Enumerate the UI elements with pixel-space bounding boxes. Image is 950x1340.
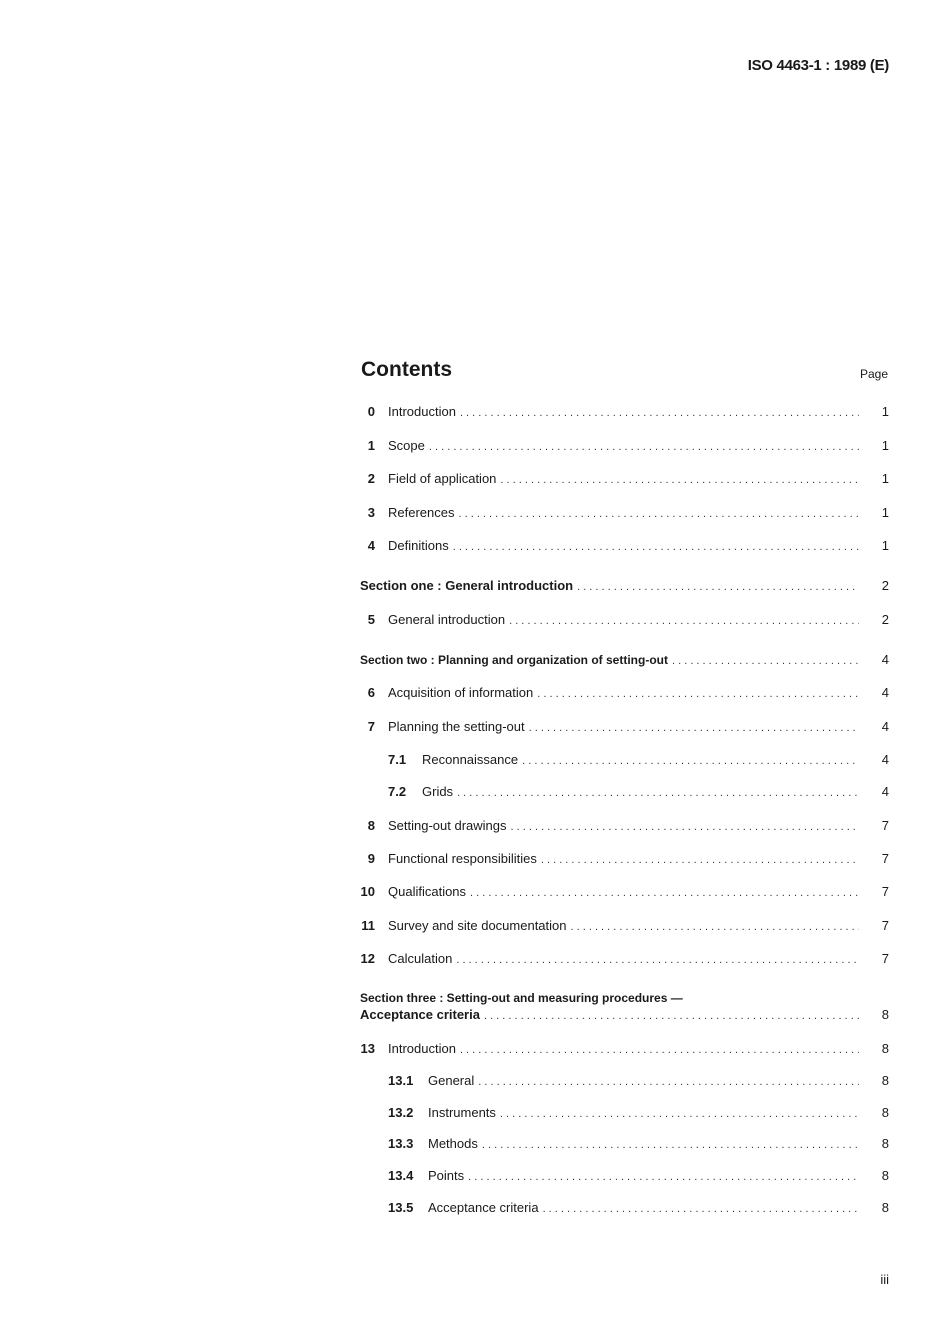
toc-label: General introduction — [388, 612, 506, 627]
toc-label: References — [388, 505, 455, 520]
toc-number: 13.3 — [388, 1136, 414, 1151]
toc-label: Methods — [428, 1136, 478, 1151]
toc-entry-13-1[interactable] — [360, 1073, 890, 1093]
toc-page: 7 — [881, 918, 889, 933]
dot-leader — [543, 1203, 859, 1215]
toc-page: 1 — [881, 471, 889, 486]
toc-number: 1 — [367, 438, 375, 453]
toc-label: Grids — [422, 784, 454, 799]
dot-leader — [511, 821, 859, 833]
toc-page: 4 — [881, 719, 889, 734]
toc-entry-10[interactable] — [360, 884, 890, 904]
toc-number: 9 — [367, 851, 375, 866]
toc-page: 4 — [881, 685, 889, 700]
toc-label: Scope — [388, 438, 425, 453]
toc-label: Introduction — [388, 1041, 456, 1056]
toc-page: 7 — [881, 818, 889, 833]
toc-entry-13-5[interactable] — [360, 1200, 890, 1220]
toc-number: 11 — [361, 918, 375, 933]
dot-leader — [453, 541, 859, 553]
toc-number: 5 — [367, 612, 375, 627]
toc-page: 1 — [881, 438, 889, 453]
toc-entry-2[interactable] — [360, 471, 890, 491]
toc-number: 13.2 — [388, 1105, 414, 1120]
toc-number: 3 — [367, 505, 375, 520]
toc-page: 8 — [881, 1105, 889, 1120]
toc-label: Points — [428, 1168, 465, 1183]
dot-leader — [522, 755, 859, 767]
contents-heading-row — [360, 358, 890, 394]
toc-entry-9[interactable] — [360, 851, 890, 871]
table-of-contents — [360, 358, 890, 1215]
toc-section-three[interactable] — [360, 1007, 890, 1027]
toc-number: 13 — [360, 1041, 375, 1056]
toc-number: 10 — [360, 884, 375, 899]
dot-leader — [470, 887, 859, 899]
toc-page: 8 — [881, 1136, 889, 1151]
toc-entry-6[interactable] — [360, 685, 890, 705]
toc-page: 8 — [881, 1168, 889, 1183]
toc-number: 13.1 — [388, 1073, 414, 1088]
toc-number: 7 — [367, 719, 375, 734]
toc-entry-4[interactable] — [360, 538, 890, 558]
toc-page: 4 — [881, 784, 889, 799]
toc-page: 8 — [881, 1073, 889, 1088]
toc-page: 7 — [881, 884, 889, 899]
toc-page: 8 — [881, 1007, 889, 1022]
toc-label: Setting-out drawings — [388, 818, 507, 833]
toc-number: 7.2 — [388, 784, 407, 799]
toc-page: 2 — [881, 578, 889, 593]
contents-title: Contents — [361, 358, 452, 381]
toc-entry-13-2[interactable] — [360, 1105, 890, 1125]
toc-page: 2 — [881, 612, 889, 627]
toc-label: Definitions — [388, 538, 449, 553]
dot-leader — [457, 787, 859, 799]
dot-leader — [571, 921, 860, 933]
toc-number: 7.1 — [388, 752, 407, 767]
toc-page: 1 — [881, 404, 889, 419]
toc-entry-13-4[interactable] — [360, 1168, 890, 1188]
dot-leader — [484, 1010, 859, 1022]
toc-page: 1 — [881, 505, 889, 520]
toc-section-label: Section two : Planning and organization of setting-out — [360, 653, 668, 667]
dot-leader — [541, 854, 859, 866]
toc-label: General — [428, 1073, 475, 1088]
dot-leader — [672, 655, 859, 667]
toc-entry-5[interactable] — [360, 612, 890, 632]
toc-entry-13[interactable] — [360, 1041, 890, 1061]
toc-number: 6 — [367, 685, 375, 700]
toc-page: 4 — [881, 652, 889, 667]
toc-page: 1 — [881, 538, 889, 553]
dot-leader — [460, 1044, 859, 1056]
toc-section-two[interactable] — [360, 652, 890, 672]
toc-page: 8 — [881, 1200, 889, 1215]
dot-leader — [529, 722, 859, 734]
toc-entry-13-3[interactable] — [360, 1136, 890, 1156]
toc-label: Acceptance criteria — [428, 1200, 539, 1215]
toc-label: Reconnaissance — [422, 752, 519, 767]
toc-entry-7-1[interactable] — [360, 752, 890, 772]
toc-entry-8[interactable] — [360, 818, 890, 838]
toc-section-three-line1[interactable]: Section three : Setting-out and measuring procedures — — [360, 991, 683, 1005]
dot-leader — [537, 688, 859, 700]
dot-leader — [577, 581, 859, 593]
dot-leader — [429, 441, 859, 453]
toc-entry-0[interactable] — [360, 404, 890, 424]
toc-label: Planning the setting-out — [388, 719, 525, 734]
dot-leader — [482, 1139, 859, 1151]
toc-number: 8 — [367, 818, 375, 833]
toc-number: 13.5 — [388, 1200, 414, 1215]
dot-leader — [468, 1171, 859, 1183]
toc-number: 12 — [360, 951, 375, 966]
document-header: ISO 4463-1 : 1989 (E) — [747, 57, 889, 74]
toc-label: Introduction — [388, 404, 456, 419]
page-column-label: Page — [859, 367, 888, 381]
toc-page: 8 — [881, 1041, 889, 1056]
dot-leader — [500, 1108, 859, 1120]
toc-entry-3[interactable] — [360, 505, 890, 525]
toc-label: Instruments — [428, 1105, 496, 1120]
toc-number: 13.4 — [388, 1168, 414, 1183]
toc-label: Calculation — [388, 951, 453, 966]
toc-label: Acquisition of information — [388, 685, 534, 700]
toc-entry-7[interactable] — [360, 719, 890, 739]
dot-leader — [478, 1076, 859, 1088]
toc-page: 4 — [881, 752, 889, 767]
dot-leader — [458, 508, 859, 520]
toc-label: Functional responsibilities — [388, 851, 537, 866]
dot-leader — [460, 407, 859, 419]
toc-entry-11[interactable] — [360, 918, 890, 938]
toc-label: Survey and site documentation — [388, 918, 567, 933]
toc-label: Qualifications — [388, 884, 467, 899]
toc-number: 4 — [367, 538, 375, 553]
toc-label: Field of application — [388, 471, 497, 486]
toc-entry-12[interactable] — [360, 951, 890, 971]
toc-entry-1[interactable] — [360, 438, 890, 458]
toc-page: 7 — [881, 951, 889, 966]
dot-leader — [509, 615, 859, 627]
toc-section-label: Section one : General introduction — [360, 578, 574, 593]
toc-section-one[interactable] — [360, 578, 890, 598]
page-number: iii — [880, 1272, 889, 1287]
dot-leader — [456, 954, 859, 966]
toc-number: 2 — [367, 471, 375, 486]
dot-leader — [500, 474, 859, 486]
toc-page: 7 — [881, 851, 889, 866]
toc-section-label: Acceptance criteria — [360, 1007, 480, 1022]
toc-entry-7-2[interactable] — [360, 784, 890, 804]
toc-number: 0 — [367, 404, 375, 419]
